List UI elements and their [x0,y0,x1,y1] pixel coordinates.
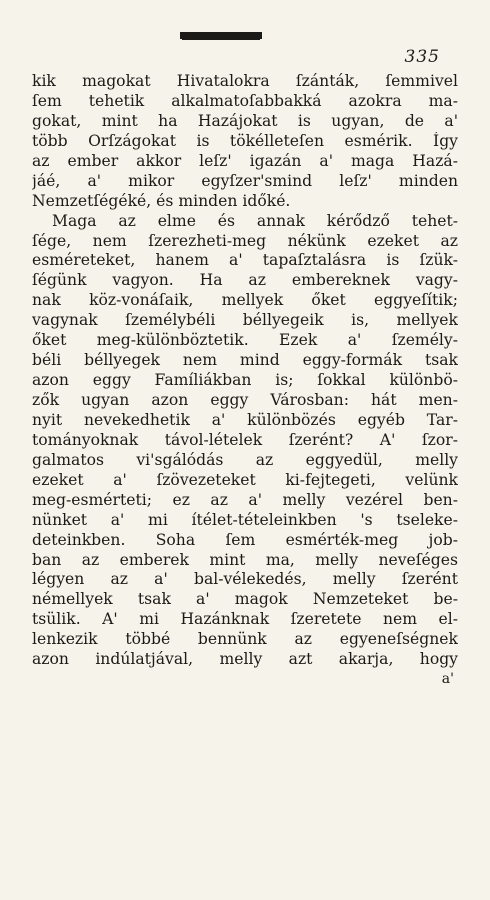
text-line: ſem tehetik alkalmatoſabbakká azokra ma- [32,91,458,110]
text-line: Nemzetſégéké, és minden időké. [32,191,291,210]
text-line: több Orſzágokat is tökélleteſen esmérik. Így [32,131,458,150]
text-line: légyen az a' bal-vélekedés, melly ſzerént [32,570,458,589]
text-line: Maga az elme és annak kérődző tehet- [52,211,458,230]
text-line: őket meg-különböztetik. Ezek a' ſzemély- [32,331,458,350]
page-number: 335 [404,47,440,67]
text-line: jáé, a' mikor egyſzer'smind leſz' minden [32,171,458,190]
text-line: meg-esmérteti; ez az a' melly vezérel ben- [32,490,458,509]
text-line: esméreteket, hanem a' tapaſztalásra is ſzük- [32,251,458,270]
text-line: némellyek tsak a' magok Nemzeteket be- [32,590,458,609]
text-line: tsülik. A' mi Hazánknak ſzeretete nem el- [32,610,458,629]
text-line: lenkezik többé bennünk az egyeneſségnek [32,630,458,649]
body-text [32,72,458,690]
text-line: kik magokat Hivatalokra ſzánták, ſemmivel [32,72,458,90]
text-line: nünket a' mi ítélet-tételeinkben 's tseleke- [32,510,458,529]
text-line: nyit nevekedhetik a' különbözés egyéb Tar- [32,410,458,429]
text-line: béli béllyegek nem mind eggy-formák tsak [32,351,458,370]
text-line: galmatos vi'sgálódás az eggyedül, melly [32,450,458,469]
text-line: gokat, mint ha Hazájokat is ugyan, de a' [32,111,458,130]
text-line: ban az emberek mint ma, melly neveſéges [32,550,458,569]
text-line: ſége, nem ſzerezheti-meg nékünk ezeket az [32,231,458,250]
text-line: nak köz-vonáſaik, mellyek őket eggyeſítik; [32,291,458,310]
text-line: ſégünk vagyon. Ha az embereknek vagy- [32,271,458,290]
text-line: azon indúlatjával, melly azt akarja, hogy [32,650,458,669]
text-line: vagynak ſzemélybéli béllyegeik is, mellyek [32,311,458,330]
text-line: azon eggy Famíliákban is; ſokkal különbö- [32,371,458,390]
header-rule [180,32,262,39]
text-line: az ember akkor leſz' igazán a' maga Hazá- [32,151,458,170]
text-line: zők ugyan azon eggy Városban: hát men- [32,391,458,409]
catchword: a' [441,671,454,688]
text-line: ezeket a' ſzövezeteket ki-fejtegeti, velünk [32,470,458,489]
text-line: deteinkben. Soha ſem esmérték-meg job- [32,530,458,549]
text-line: tományoknak távol-lételek ſzerént? A' ſzor- [32,430,458,449]
